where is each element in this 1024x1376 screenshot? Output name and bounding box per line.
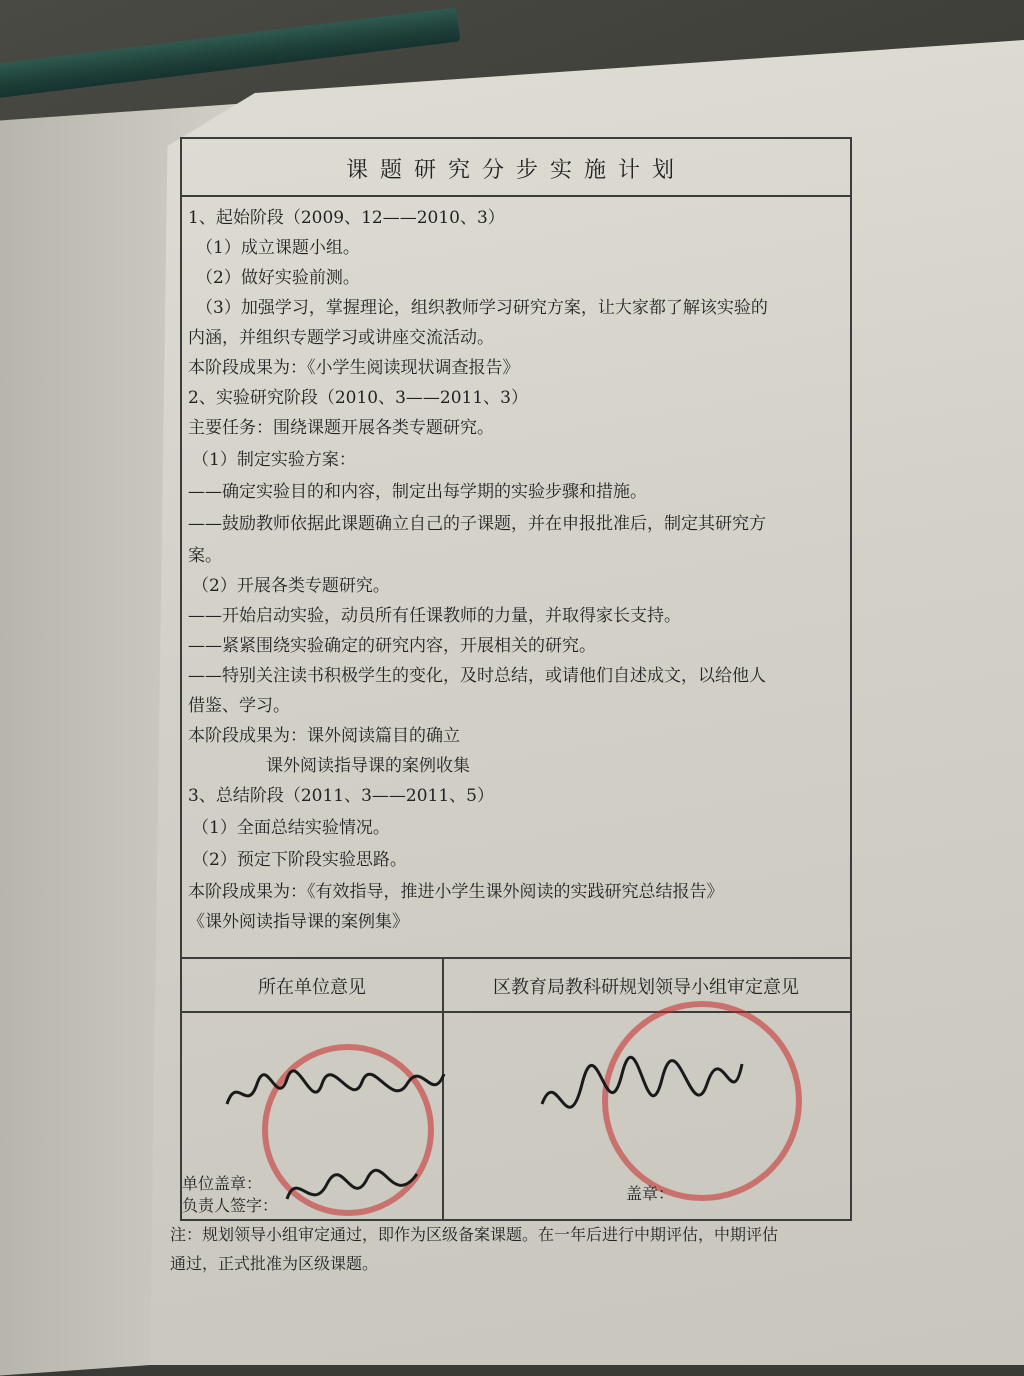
text-line: ——开始启动实验，动员所有任课教师的力量，并取得家长支持。 xyxy=(188,606,681,626)
title-row xyxy=(182,139,850,197)
plan-form xyxy=(180,137,852,1221)
text-line: （2）开展各类专题研究。 xyxy=(192,576,390,596)
text-line: （1）全面总结实验情况。 xyxy=(192,818,390,838)
responsible-signature-label: 负责人签字： xyxy=(182,1196,279,1215)
unit-handwriting xyxy=(222,1064,452,1128)
district-handwriting xyxy=(537,1044,747,1158)
text-line: 本阶段成果为：课外阅读篇目的确立 xyxy=(188,726,460,746)
text-line: 主要任务：围绕课题开展各类专题研究。 xyxy=(188,418,494,438)
text-line: （1）成立课题小组。 xyxy=(196,238,360,258)
unit-opinion-header: 所在单位意见 xyxy=(258,977,366,998)
text-line: 2、实验研究阶段（2010、3——2011、3） xyxy=(188,388,528,408)
district-opinion-header: 区教育局教科研规划领导小组审定意见 xyxy=(493,977,799,998)
responsible-signature xyxy=(282,1164,422,1223)
text-line: ——确定实验目的和内容，制定出每学期的实验步骤和措施。 xyxy=(188,482,647,502)
text-line: 《课外阅读指导课的案例集》 xyxy=(188,912,409,932)
text-line: ——特别关注读书积极学生的变化，及时总结，或请他们自述成文，以给他人 xyxy=(188,666,766,686)
text-line: 本阶段成果为：《有效指导，推进小学生课外阅读的实践研究总结报告》 xyxy=(188,882,724,902)
text-line: 1、起始阶段（2009、12——2010、3） xyxy=(188,208,505,228)
unit-stamp-label: 单位盖章： xyxy=(182,1174,263,1193)
text-line: 内涵，并组织专题学习或讲座交流活动。 xyxy=(188,328,494,348)
text-line: （3）加强学习，掌握理论，组织教师学习研究方案，让大家都了解该实验的 xyxy=(196,298,768,318)
footnote-line-1: 注：规划领导小组审定通过，即作为区级备案课题。在一年后进行中期评估，中期评估 xyxy=(170,1225,779,1244)
form-title: 课题研究分步实施计划 xyxy=(345,158,686,183)
text-line: 3、总结阶段（2011、3——2011、5） xyxy=(188,786,494,806)
opinion-header-row xyxy=(182,957,850,1013)
footnote xyxy=(170,1222,890,1274)
text-line: 本阶段成果为：《小学生阅读现状调查报告》 xyxy=(188,358,520,378)
text-line: 课外阅读指导课的案例收集 xyxy=(266,756,470,776)
text-line: （2）预定下阶段实验思路。 xyxy=(192,850,407,870)
text-line: ——紧紧围绕实验确定的研究内容，开展相关的研究。 xyxy=(188,636,596,656)
footnote-line-2: 通过，正式批准为区级课题。 xyxy=(170,1254,379,1273)
text-line: ——鼓励教师依据此课题确立自己的子课题，并在申报批准后，制定其研究方 xyxy=(188,514,766,534)
text-line: （1）制定实验方案： xyxy=(192,450,356,470)
text-line: （2）做好实验前测。 xyxy=(196,268,360,288)
text-line: 借鉴、学习。 xyxy=(188,696,290,716)
district-stamp-label: 盖章： xyxy=(626,1184,675,1203)
text-line: 案。 xyxy=(188,546,222,566)
